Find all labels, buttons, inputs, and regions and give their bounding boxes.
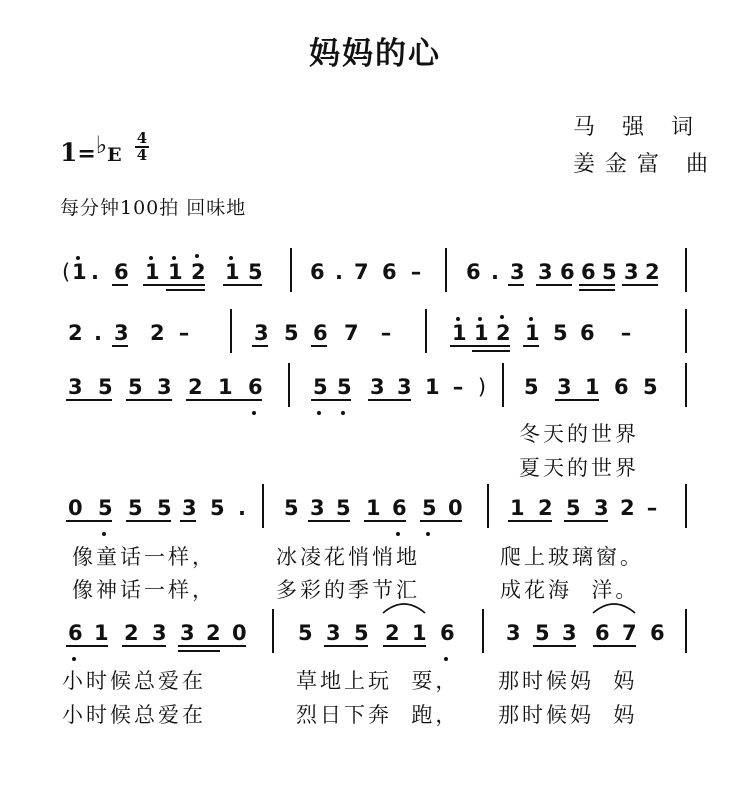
time-signature [135, 131, 149, 163]
lyric-line5-verse2-c: 那时候妈 妈 [498, 703, 638, 727]
tempo-marking: 每分钟100拍 回味地 [60, 197, 247, 219]
lyric-line5-verse1-b: 草地上玩 耍， [296, 669, 460, 693]
lyric-line4-verse1-a: 像童话一样， [72, 545, 216, 569]
lyric-line4-verse2-c: 成花海 洋。 [500, 578, 640, 602]
lyric-line4-verse1-c: 爬上玻璃窗。 [500, 545, 644, 569]
lyric-line3-verse1: 冬天的世界 [519, 422, 639, 446]
time-signature-bottom: 4 [136, 146, 148, 164]
lyric-line4-verse2-b: 多彩的季节汇 [276, 578, 420, 602]
lyric-line5-verse1-a: 小时候总爱在 [62, 669, 206, 693]
song-title: 妈妈的心 [309, 36, 441, 72]
key-equals: = [77, 141, 96, 167]
composer-credit: 姜金富 曲 [573, 152, 718, 177]
score-line-1: ( 1 . 6 1 1 2 1 5 6 . 7 6 – 6 . 3 3 6 6 5 3 2 [0, 260, 750, 300]
time-signature-top: 4 [136, 129, 148, 147]
score-line-5: 6 1 2 3 3 2 0 5 3 5 2 1 6 3 5 3 6 7 6 [0, 621, 750, 661]
lyric-line5-verse2-b: 烈日下奔 跑， [296, 703, 460, 727]
slur-icon [381, 599, 427, 615]
score-line-2: 2 . 3 2 – 3 5 6 7 – 1 1 2 1 5 6 – [0, 321, 750, 361]
lyric-line5-verse2-a: 小时候总爱在 [62, 703, 206, 727]
lyric-line4-verse2-a: 像神话一样， [72, 578, 216, 602]
lyric-line3-verse2: 夏天的世界 [519, 456, 639, 480]
lyric-line5-verse1-c: 那时候妈 妈 [498, 669, 638, 693]
score-line-3: 3 5 5 3 2 1 6 5 5 3 3 1 – ) 5 3 1 6 5 [0, 375, 750, 415]
slur-icon [591, 599, 637, 615]
key-note: E [107, 144, 122, 166]
score-line-4: 0 5 5 5 3 5 . 5 3 5 1 6 5 0 1 2 5 3 2 – [0, 496, 750, 536]
key-signature [60, 130, 122, 167]
lyricist-credit: 马 强 词 [573, 115, 703, 140]
key-tonic: 1 [60, 138, 78, 167]
lyric-line4-verse1-b: 冰凌花悄悄地 [276, 545, 420, 569]
flat-icon: ♭ [95, 130, 108, 159]
